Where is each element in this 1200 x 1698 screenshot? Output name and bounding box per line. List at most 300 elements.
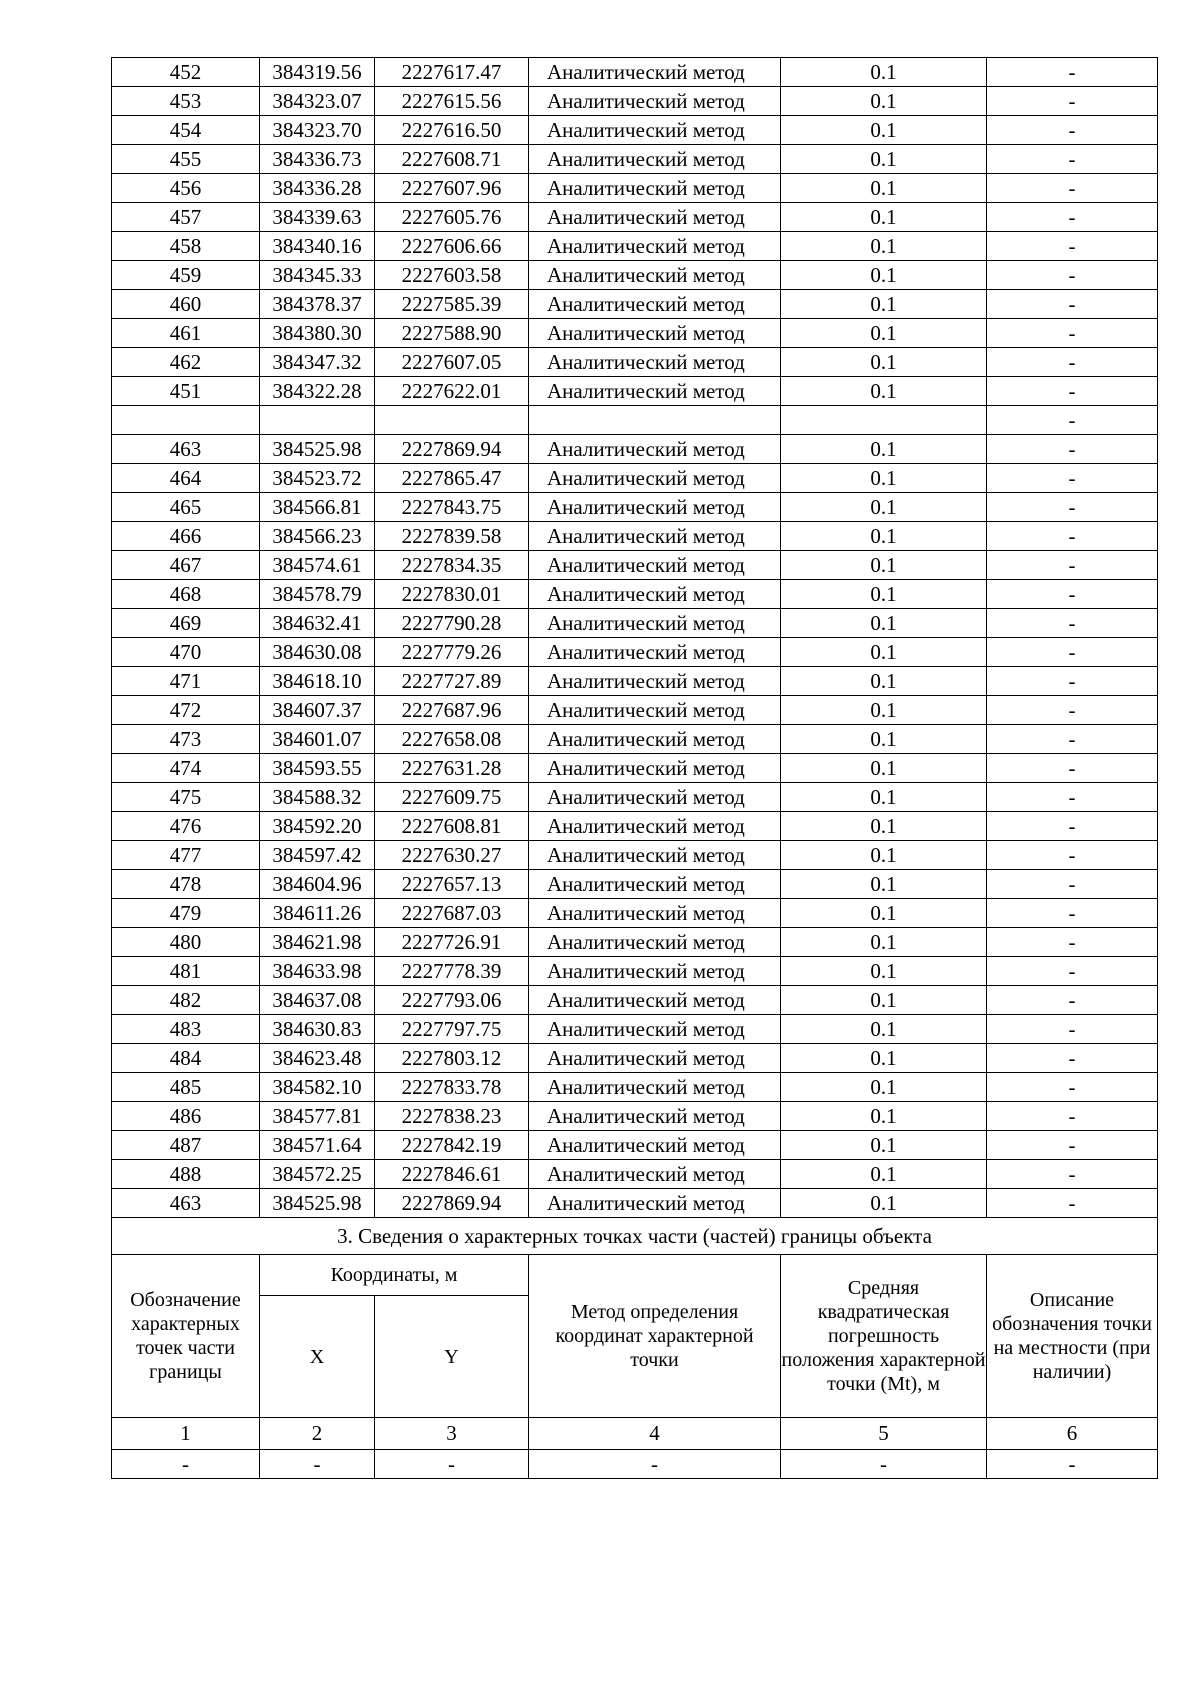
method: Аналитический метод bbox=[529, 116, 781, 145]
coord-x: 384611.26 bbox=[260, 899, 375, 928]
point-number: 477 bbox=[112, 841, 260, 870]
description: - bbox=[987, 696, 1158, 725]
description: - bbox=[987, 986, 1158, 1015]
empty-cell: - bbox=[260, 1450, 375, 1479]
description: - bbox=[987, 725, 1158, 754]
table-row bbox=[112, 116, 1158, 145]
mt-value: 0.1 bbox=[781, 783, 987, 812]
point-number: 481 bbox=[112, 957, 260, 986]
coord-x: 384572.25 bbox=[260, 1160, 375, 1189]
method: Аналитический метод bbox=[529, 493, 781, 522]
point-number: 463 bbox=[112, 435, 260, 464]
mt-value: 0.1 bbox=[781, 522, 987, 551]
coord-y bbox=[375, 406, 529, 435]
mt-value: 0.1 bbox=[781, 116, 987, 145]
coord-y: 2227630.27 bbox=[375, 841, 529, 870]
table-row bbox=[112, 551, 1158, 580]
coord-x: 384566.81 bbox=[260, 493, 375, 522]
coord-y: 2227687.96 bbox=[375, 696, 529, 725]
mt-value: 0.1 bbox=[781, 986, 987, 1015]
coord-x: 384323.70 bbox=[260, 116, 375, 145]
document-page bbox=[111, 57, 1157, 1479]
description: - bbox=[987, 1073, 1158, 1102]
header-description: Описание обозначения точки на местности (при наличии) bbox=[987, 1255, 1158, 1418]
table-row bbox=[112, 319, 1158, 348]
coord-y: 2227608.71 bbox=[375, 145, 529, 174]
table-row bbox=[112, 261, 1158, 290]
coord-x: 384632.41 bbox=[260, 609, 375, 638]
mt-value: 0.1 bbox=[781, 348, 987, 377]
coord-y: 2227797.75 bbox=[375, 1015, 529, 1044]
coord-y: 2227616.50 bbox=[375, 116, 529, 145]
coord-y: 2227605.76 bbox=[375, 203, 529, 232]
point-number: 464 bbox=[112, 464, 260, 493]
point-number: 480 bbox=[112, 928, 260, 957]
description: - bbox=[987, 1131, 1158, 1160]
coord-x: 384345.33 bbox=[260, 261, 375, 290]
coord-x: 384336.28 bbox=[260, 174, 375, 203]
coord-y: 2227607.96 bbox=[375, 174, 529, 203]
coord-x: 384571.64 bbox=[260, 1131, 375, 1160]
method: Аналитический метод bbox=[529, 174, 781, 203]
description: - bbox=[987, 957, 1158, 986]
coord-y: 2227687.03 bbox=[375, 899, 529, 928]
point-number bbox=[112, 406, 260, 435]
mt-value: 0.1 bbox=[781, 551, 987, 580]
coord-x: 384523.72 bbox=[260, 464, 375, 493]
point-number: 459 bbox=[112, 261, 260, 290]
coord-x: 384618.10 bbox=[260, 667, 375, 696]
coord-y: 2227585.39 bbox=[375, 290, 529, 319]
table-row bbox=[112, 928, 1158, 957]
mt-value: 0.1 bbox=[781, 493, 987, 522]
method: Аналитический метод bbox=[529, 957, 781, 986]
coord-x: 384380.30 bbox=[260, 319, 375, 348]
mt-value: 0.1 bbox=[781, 1189, 987, 1218]
coord-y: 2227726.91 bbox=[375, 928, 529, 957]
coord-y: 2227778.39 bbox=[375, 957, 529, 986]
column-number: 1 bbox=[112, 1418, 260, 1450]
point-number: 452 bbox=[112, 58, 260, 87]
description: - bbox=[987, 493, 1158, 522]
mt-value: 0.1 bbox=[781, 1073, 987, 1102]
mt-value: 0.1 bbox=[781, 145, 987, 174]
method: Аналитический метод bbox=[529, 986, 781, 1015]
mt-value bbox=[781, 406, 987, 435]
coord-y: 2227790.28 bbox=[375, 609, 529, 638]
method: Аналитический метод bbox=[529, 551, 781, 580]
coord-x: 384588.32 bbox=[260, 783, 375, 812]
coord-x: 384339.63 bbox=[260, 203, 375, 232]
coord-x: 384347.32 bbox=[260, 348, 375, 377]
description: - bbox=[987, 1102, 1158, 1131]
method: Аналитический метод bbox=[529, 580, 781, 609]
description: - bbox=[987, 145, 1158, 174]
coord-x: 384630.08 bbox=[260, 638, 375, 667]
table-row bbox=[112, 783, 1158, 812]
method: Аналитический метод bbox=[529, 87, 781, 116]
point-number: 468 bbox=[112, 580, 260, 609]
description: - bbox=[987, 464, 1158, 493]
description: - bbox=[987, 609, 1158, 638]
method: Аналитический метод bbox=[529, 1015, 781, 1044]
coord-y: 2227606.66 bbox=[375, 232, 529, 261]
description: - bbox=[987, 667, 1158, 696]
method: Аналитический метод bbox=[529, 58, 781, 87]
coord-x: 384566.23 bbox=[260, 522, 375, 551]
mt-value: 0.1 bbox=[781, 203, 987, 232]
coord-x: 384621.98 bbox=[260, 928, 375, 957]
column-number: 6 bbox=[987, 1418, 1158, 1450]
mt-value: 0.1 bbox=[781, 928, 987, 957]
mt-value: 0.1 bbox=[781, 232, 987, 261]
method: Аналитический метод bbox=[529, 261, 781, 290]
coord-y: 2227869.94 bbox=[375, 1189, 529, 1218]
coord-y: 2227631.28 bbox=[375, 754, 529, 783]
method: Аналитический метод bbox=[529, 696, 781, 725]
method: Аналитический метод bbox=[529, 754, 781, 783]
coord-y: 2227608.81 bbox=[375, 812, 529, 841]
coord-x: 384336.73 bbox=[260, 145, 375, 174]
point-number: 474 bbox=[112, 754, 260, 783]
point-number: 457 bbox=[112, 203, 260, 232]
point-number: 465 bbox=[112, 493, 260, 522]
method: Аналитический метод bbox=[529, 899, 781, 928]
mt-value: 0.1 bbox=[781, 435, 987, 464]
method: Аналитический метод bbox=[529, 870, 781, 899]
point-number: 488 bbox=[112, 1160, 260, 1189]
table-row bbox=[112, 899, 1158, 928]
method: Аналитический метод bbox=[529, 725, 781, 754]
point-number: 486 bbox=[112, 1102, 260, 1131]
section-3-title: 3. Сведения о характерных точках части (частей) границы объекта bbox=[112, 1218, 1158, 1255]
table-row bbox=[112, 1044, 1158, 1073]
mt-value: 0.1 bbox=[781, 957, 987, 986]
mt-value: 0.1 bbox=[781, 1160, 987, 1189]
mt-value: 0.1 bbox=[781, 58, 987, 87]
description: - bbox=[987, 406, 1158, 435]
mt-value: 0.1 bbox=[781, 696, 987, 725]
description: - bbox=[987, 1160, 1158, 1189]
method: Аналитический метод bbox=[529, 1073, 781, 1102]
table-row bbox=[112, 1015, 1158, 1044]
mt-value: 0.1 bbox=[781, 899, 987, 928]
table-row bbox=[112, 812, 1158, 841]
column-number: 2 bbox=[260, 1418, 375, 1450]
point-number: 482 bbox=[112, 986, 260, 1015]
point-number: 484 bbox=[112, 1044, 260, 1073]
table-row bbox=[112, 754, 1158, 783]
description: - bbox=[987, 580, 1158, 609]
description: - bbox=[987, 1044, 1158, 1073]
table-row bbox=[112, 145, 1158, 174]
section-3 bbox=[112, 1218, 1158, 1479]
method: Аналитический метод bbox=[529, 522, 781, 551]
point-number: 472 bbox=[112, 696, 260, 725]
coordinates-table bbox=[111, 57, 1158, 1479]
description: - bbox=[987, 174, 1158, 203]
column-number: 5 bbox=[781, 1418, 987, 1450]
empty-cell: - bbox=[375, 1450, 529, 1479]
mt-value: 0.1 bbox=[781, 87, 987, 116]
method: Аналитический метод bbox=[529, 464, 781, 493]
point-number: 471 bbox=[112, 667, 260, 696]
point-number: 476 bbox=[112, 812, 260, 841]
section-3-title-row bbox=[112, 1218, 1158, 1255]
description: - bbox=[987, 348, 1158, 377]
coord-y: 2227803.12 bbox=[375, 1044, 529, 1073]
point-number: 460 bbox=[112, 290, 260, 319]
method: Аналитический метод bbox=[529, 1044, 781, 1073]
mt-value: 0.1 bbox=[781, 870, 987, 899]
point-number: 462 bbox=[112, 348, 260, 377]
table-row bbox=[112, 377, 1158, 406]
mt-value: 0.1 bbox=[781, 1044, 987, 1073]
coord-x: 384574.61 bbox=[260, 551, 375, 580]
table-row bbox=[112, 580, 1158, 609]
mt-value: 0.1 bbox=[781, 319, 987, 348]
table-row bbox=[112, 1102, 1158, 1131]
table-row bbox=[112, 870, 1158, 899]
coord-y: 2227843.75 bbox=[375, 493, 529, 522]
table-row bbox=[112, 58, 1158, 87]
table-row bbox=[112, 986, 1158, 1015]
coord-x: 384582.10 bbox=[260, 1073, 375, 1102]
method: Аналитический метод bbox=[529, 928, 781, 957]
mt-value: 0.1 bbox=[781, 754, 987, 783]
column-number: 3 bbox=[375, 1418, 529, 1450]
method: Аналитический метод bbox=[529, 667, 781, 696]
method: Аналитический метод bbox=[529, 145, 781, 174]
method: Аналитический метод bbox=[529, 841, 781, 870]
table-row bbox=[112, 696, 1158, 725]
table-row bbox=[112, 290, 1158, 319]
description: - bbox=[987, 87, 1158, 116]
table-row bbox=[112, 464, 1158, 493]
table-row bbox=[112, 1189, 1158, 1218]
coord-y: 2227865.47 bbox=[375, 464, 529, 493]
coord-y: 2227622.01 bbox=[375, 377, 529, 406]
coord-x: 384633.98 bbox=[260, 957, 375, 986]
coord-x: 384525.98 bbox=[260, 1189, 375, 1218]
point-number: 451 bbox=[112, 377, 260, 406]
description: - bbox=[987, 261, 1158, 290]
coord-x: 384577.81 bbox=[260, 1102, 375, 1131]
mt-value: 0.1 bbox=[781, 464, 987, 493]
table-row bbox=[112, 638, 1158, 667]
coord-x bbox=[260, 406, 375, 435]
table-row bbox=[112, 522, 1158, 551]
coord-y: 2227833.78 bbox=[375, 1073, 529, 1102]
mt-value: 0.1 bbox=[781, 812, 987, 841]
mt-value: 0.1 bbox=[781, 841, 987, 870]
coord-y: 2227834.35 bbox=[375, 551, 529, 580]
method: Аналитический метод bbox=[529, 377, 781, 406]
method bbox=[529, 406, 781, 435]
table-row bbox=[112, 609, 1158, 638]
coord-x: 384597.42 bbox=[260, 841, 375, 870]
method: Аналитический метод bbox=[529, 203, 781, 232]
description: - bbox=[987, 899, 1158, 928]
header-coordinates: Координаты, м bbox=[260, 1255, 529, 1296]
table-row bbox=[112, 957, 1158, 986]
point-number: 463 bbox=[112, 1189, 260, 1218]
table-row bbox=[112, 232, 1158, 261]
header-designation: Обозначение характерных точек части границы bbox=[112, 1255, 260, 1418]
coord-y: 2227846.61 bbox=[375, 1160, 529, 1189]
mt-value: 0.1 bbox=[781, 580, 987, 609]
table-row bbox=[112, 841, 1158, 870]
coord-x: 384340.16 bbox=[260, 232, 375, 261]
method: Аналитический метод bbox=[529, 1131, 781, 1160]
mt-value: 0.1 bbox=[781, 667, 987, 696]
point-number: 483 bbox=[112, 1015, 260, 1044]
method: Аналитический метод bbox=[529, 783, 781, 812]
point-rows bbox=[112, 58, 1158, 1218]
description: - bbox=[987, 551, 1158, 580]
coord-y: 2227657.13 bbox=[375, 870, 529, 899]
header-x: X bbox=[260, 1296, 375, 1418]
description: - bbox=[987, 870, 1158, 899]
description: - bbox=[987, 783, 1158, 812]
mt-value: 0.1 bbox=[781, 290, 987, 319]
coord-x: 384637.08 bbox=[260, 986, 375, 1015]
method: Аналитический метод bbox=[529, 435, 781, 464]
point-number: 473 bbox=[112, 725, 260, 754]
table-row bbox=[112, 1073, 1158, 1102]
column-numbers-row bbox=[112, 1418, 1158, 1450]
point-number: 487 bbox=[112, 1131, 260, 1160]
empty-data-row bbox=[112, 1450, 1158, 1479]
method: Аналитический метод bbox=[529, 1102, 781, 1131]
method: Аналитический метод bbox=[529, 638, 781, 667]
method: Аналитический метод bbox=[529, 348, 781, 377]
method: Аналитический метод bbox=[529, 812, 781, 841]
coord-y: 2227607.05 bbox=[375, 348, 529, 377]
header-y: Y bbox=[375, 1296, 529, 1418]
method: Аналитический метод bbox=[529, 290, 781, 319]
point-number: 458 bbox=[112, 232, 260, 261]
table-row bbox=[112, 174, 1158, 203]
description: - bbox=[987, 116, 1158, 145]
coord-x: 384319.56 bbox=[260, 58, 375, 87]
mt-value: 0.1 bbox=[781, 1015, 987, 1044]
mt-value: 0.1 bbox=[781, 725, 987, 754]
coord-x: 384623.48 bbox=[260, 1044, 375, 1073]
header-mt: Средняя квадратическая погрешность положения характерной точки (Mt), м bbox=[781, 1255, 987, 1418]
point-number: 475 bbox=[112, 783, 260, 812]
coord-y: 2227839.58 bbox=[375, 522, 529, 551]
coord-x: 384322.28 bbox=[260, 377, 375, 406]
coord-y: 2227658.08 bbox=[375, 725, 529, 754]
method: Аналитический метод bbox=[529, 609, 781, 638]
point-number: 455 bbox=[112, 145, 260, 174]
coord-x: 384578.79 bbox=[260, 580, 375, 609]
description: - bbox=[987, 319, 1158, 348]
coord-y: 2227727.89 bbox=[375, 667, 529, 696]
method: Аналитический метод bbox=[529, 232, 781, 261]
coord-x: 384592.20 bbox=[260, 812, 375, 841]
table-row bbox=[112, 87, 1158, 116]
point-number: 469 bbox=[112, 609, 260, 638]
description: - bbox=[987, 754, 1158, 783]
description: - bbox=[987, 841, 1158, 870]
description: - bbox=[987, 377, 1158, 406]
point-number: 478 bbox=[112, 870, 260, 899]
point-number: 485 bbox=[112, 1073, 260, 1102]
table-row bbox=[112, 406, 1158, 435]
table-row bbox=[112, 493, 1158, 522]
description: - bbox=[987, 58, 1158, 87]
description: - bbox=[987, 1015, 1158, 1044]
coord-x: 384593.55 bbox=[260, 754, 375, 783]
coord-x: 384604.96 bbox=[260, 870, 375, 899]
coord-x: 384607.37 bbox=[260, 696, 375, 725]
point-number: 470 bbox=[112, 638, 260, 667]
table-row bbox=[112, 203, 1158, 232]
mt-value: 0.1 bbox=[781, 174, 987, 203]
mt-value: 0.1 bbox=[781, 1131, 987, 1160]
coord-y: 2227615.56 bbox=[375, 87, 529, 116]
table-row bbox=[112, 1160, 1158, 1189]
description: - bbox=[987, 232, 1158, 261]
table-row bbox=[112, 725, 1158, 754]
coord-y: 2227793.06 bbox=[375, 986, 529, 1015]
description: - bbox=[987, 928, 1158, 957]
coord-y: 2227603.58 bbox=[375, 261, 529, 290]
method: Аналитический метод bbox=[529, 1189, 781, 1218]
point-number: 467 bbox=[112, 551, 260, 580]
coord-x: 384630.83 bbox=[260, 1015, 375, 1044]
method: Аналитический метод bbox=[529, 1160, 781, 1189]
coord-x: 384525.98 bbox=[260, 435, 375, 464]
coord-y: 2227609.75 bbox=[375, 783, 529, 812]
table-row bbox=[112, 1131, 1158, 1160]
description: - bbox=[987, 812, 1158, 841]
coord-y: 2227869.94 bbox=[375, 435, 529, 464]
coord-x: 384378.37 bbox=[260, 290, 375, 319]
empty-cell: - bbox=[112, 1450, 260, 1479]
coord-x: 384323.07 bbox=[260, 87, 375, 116]
column-number: 4 bbox=[529, 1418, 781, 1450]
empty-cell: - bbox=[529, 1450, 781, 1479]
point-number: 479 bbox=[112, 899, 260, 928]
description: - bbox=[987, 435, 1158, 464]
mt-value: 0.1 bbox=[781, 609, 987, 638]
method: Аналитический метод bbox=[529, 319, 781, 348]
empty-cell: - bbox=[987, 1450, 1158, 1479]
coord-x: 384601.07 bbox=[260, 725, 375, 754]
header-row-1 bbox=[112, 1255, 1158, 1296]
mt-value: 0.1 bbox=[781, 377, 987, 406]
point-number: 461 bbox=[112, 319, 260, 348]
mt-value: 0.1 bbox=[781, 638, 987, 667]
description: - bbox=[987, 290, 1158, 319]
point-number: 456 bbox=[112, 174, 260, 203]
table-row bbox=[112, 667, 1158, 696]
description: - bbox=[987, 1189, 1158, 1218]
coord-y: 2227588.90 bbox=[375, 319, 529, 348]
point-number: 454 bbox=[112, 116, 260, 145]
point-number: 453 bbox=[112, 87, 260, 116]
description: - bbox=[987, 522, 1158, 551]
coord-y: 2227779.26 bbox=[375, 638, 529, 667]
mt-value: 0.1 bbox=[781, 261, 987, 290]
description: - bbox=[987, 638, 1158, 667]
empty-cell: - bbox=[781, 1450, 987, 1479]
mt-value: 0.1 bbox=[781, 1102, 987, 1131]
description: - bbox=[987, 203, 1158, 232]
